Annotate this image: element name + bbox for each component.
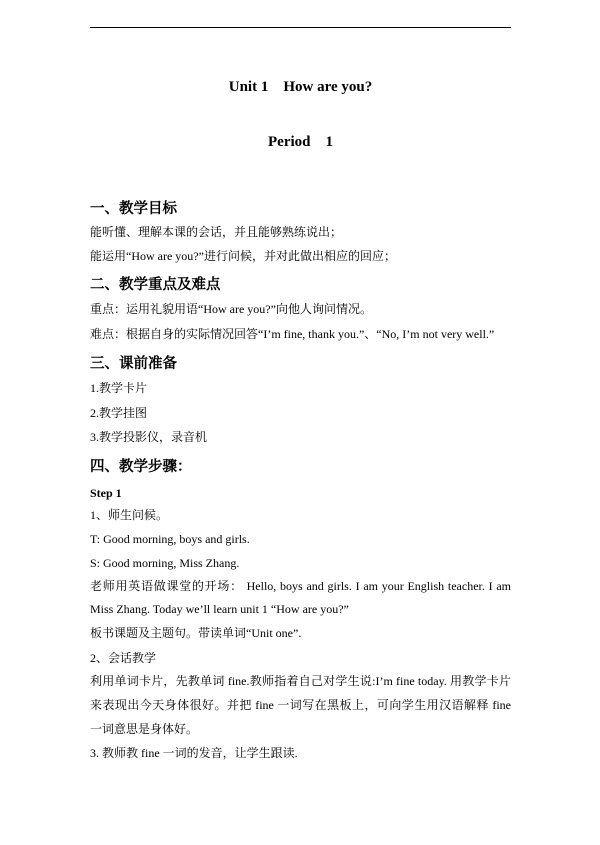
paragraph-line: 2、会话教学 [90,651,157,665]
paragraph-line: 能运用“How are you?”进行问候，并对此做出相应的回应； [90,249,396,263]
paragraph-line: 一词意思是身体好。 [90,722,199,736]
paragraph-line: T: Good morning, boys and girls. [90,532,250,546]
paragraph-line: 1、师生问候。 [90,508,169,522]
section-heading-key-points: 二、教学重点及难点 [90,277,221,293]
paragraph-line: 来表现出今天身体很好。并把 fine 一词写在黑板上，可向学生用汉语解释 fine [90,698,511,712]
section-heading-preparation: 三、课前准备 [90,356,177,372]
header-rule [90,27,511,28]
section-heading-steps: 四、教学步骤： [90,459,192,475]
paragraph-line: 重点：运用礼貌用语“How are you?”向他人询问情况。 [90,302,372,316]
paragraph-line: Miss Zhang. Today we’ll learn unit 1 “How are you?” [90,602,349,616]
section-heading-objectives: 一、教学目标 [90,201,177,217]
paragraph-line: 难点：根据自身的实际情况回答“I’m fine, thank you.”、“No, I’m not very well.” [90,327,495,341]
paragraph-line: 3. 教师教 fine 一词的发音，让学生跟读. [90,746,298,760]
list-item: 2.教学挂图 [90,406,148,420]
paragraph-line: 老师用英语做课堂的开场： Hello, boys and girls. I am your English teacher. I am [90,579,511,593]
document-subtitle: Period 1 [268,134,333,150]
list-item: 1.教学卡片 [90,381,148,395]
paragraph-line: 利用单词卡片，先教单词 fine.教师指着自己对学生说:I’m fine today. 用教学卡片 [90,674,511,688]
paragraph-line: 能听懂、理解本课的会话，并且能够熟练说出； [90,225,343,239]
document-title: Unit 1 How are you? [228,79,373,95]
step-label: Step 1 [90,486,122,500]
paragraph-line: 板书课题及主题句。带读单词“Unit one”. [90,626,302,640]
list-item: 3.教学投影仪，录音机 [90,430,208,444]
paragraph-line: S: Good morning, Miss Zhang. [90,556,240,570]
